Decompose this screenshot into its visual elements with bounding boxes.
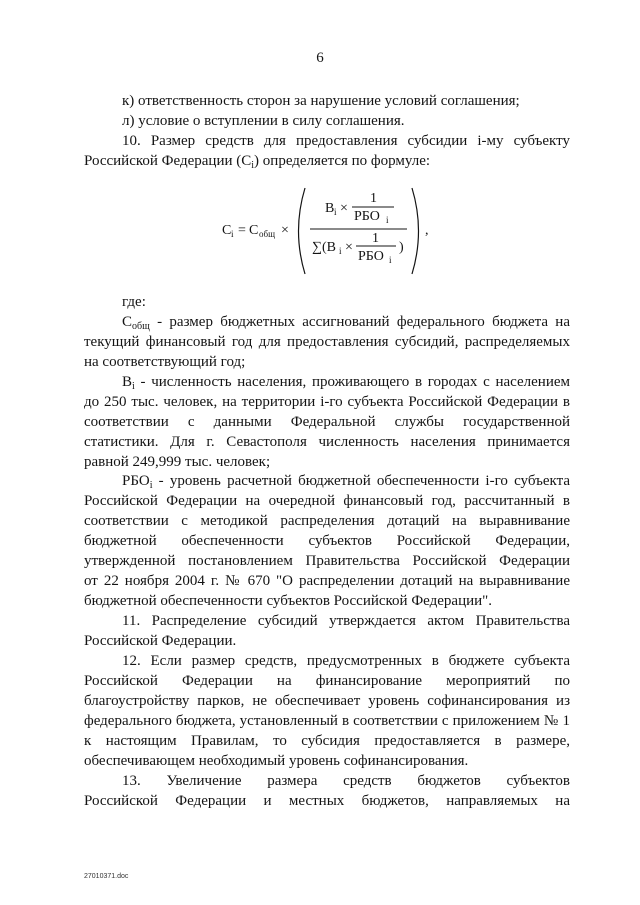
svg-text:C: C [249, 223, 259, 238]
document-filename: 27010371.doc [84, 873, 129, 880]
svg-text:B: B [325, 201, 335, 216]
svg-text:1: 1 [370, 191, 377, 206]
svg-text:=: = [238, 223, 246, 238]
svg-text:×: × [340, 201, 348, 216]
item-k: к) ответственность сторон за нарушение условий соглашения; [122, 93, 520, 109]
svg-text:РБО: РБО [358, 249, 384, 264]
svg-text:): ) [399, 240, 404, 255]
svg-text:i: i [386, 215, 389, 225]
svg-text:×: × [281, 223, 289, 238]
svg-text:,: , [425, 223, 429, 238]
svg-text:i: i [334, 207, 337, 217]
left-paren [299, 188, 306, 274]
svg-text:общ: общ [259, 229, 276, 239]
svg-text:i: i [339, 246, 342, 256]
item-l: л) условие о вступлении в силу соглашения. [122, 113, 405, 129]
svg-text:×: × [345, 240, 353, 255]
svg-text:РБО: РБО [354, 209, 380, 224]
svg-text:C: C [222, 223, 232, 238]
svg-text:i: i [231, 229, 234, 239]
svg-text:1: 1 [372, 231, 379, 246]
svg-text:i: i [389, 255, 392, 265]
svg-text:∑(B: ∑(B [312, 240, 336, 255]
where-label: где: [122, 294, 146, 310]
right-paren [412, 188, 419, 274]
page-number: 6 [316, 50, 324, 66]
subsidy-formula [222, 186, 432, 276]
